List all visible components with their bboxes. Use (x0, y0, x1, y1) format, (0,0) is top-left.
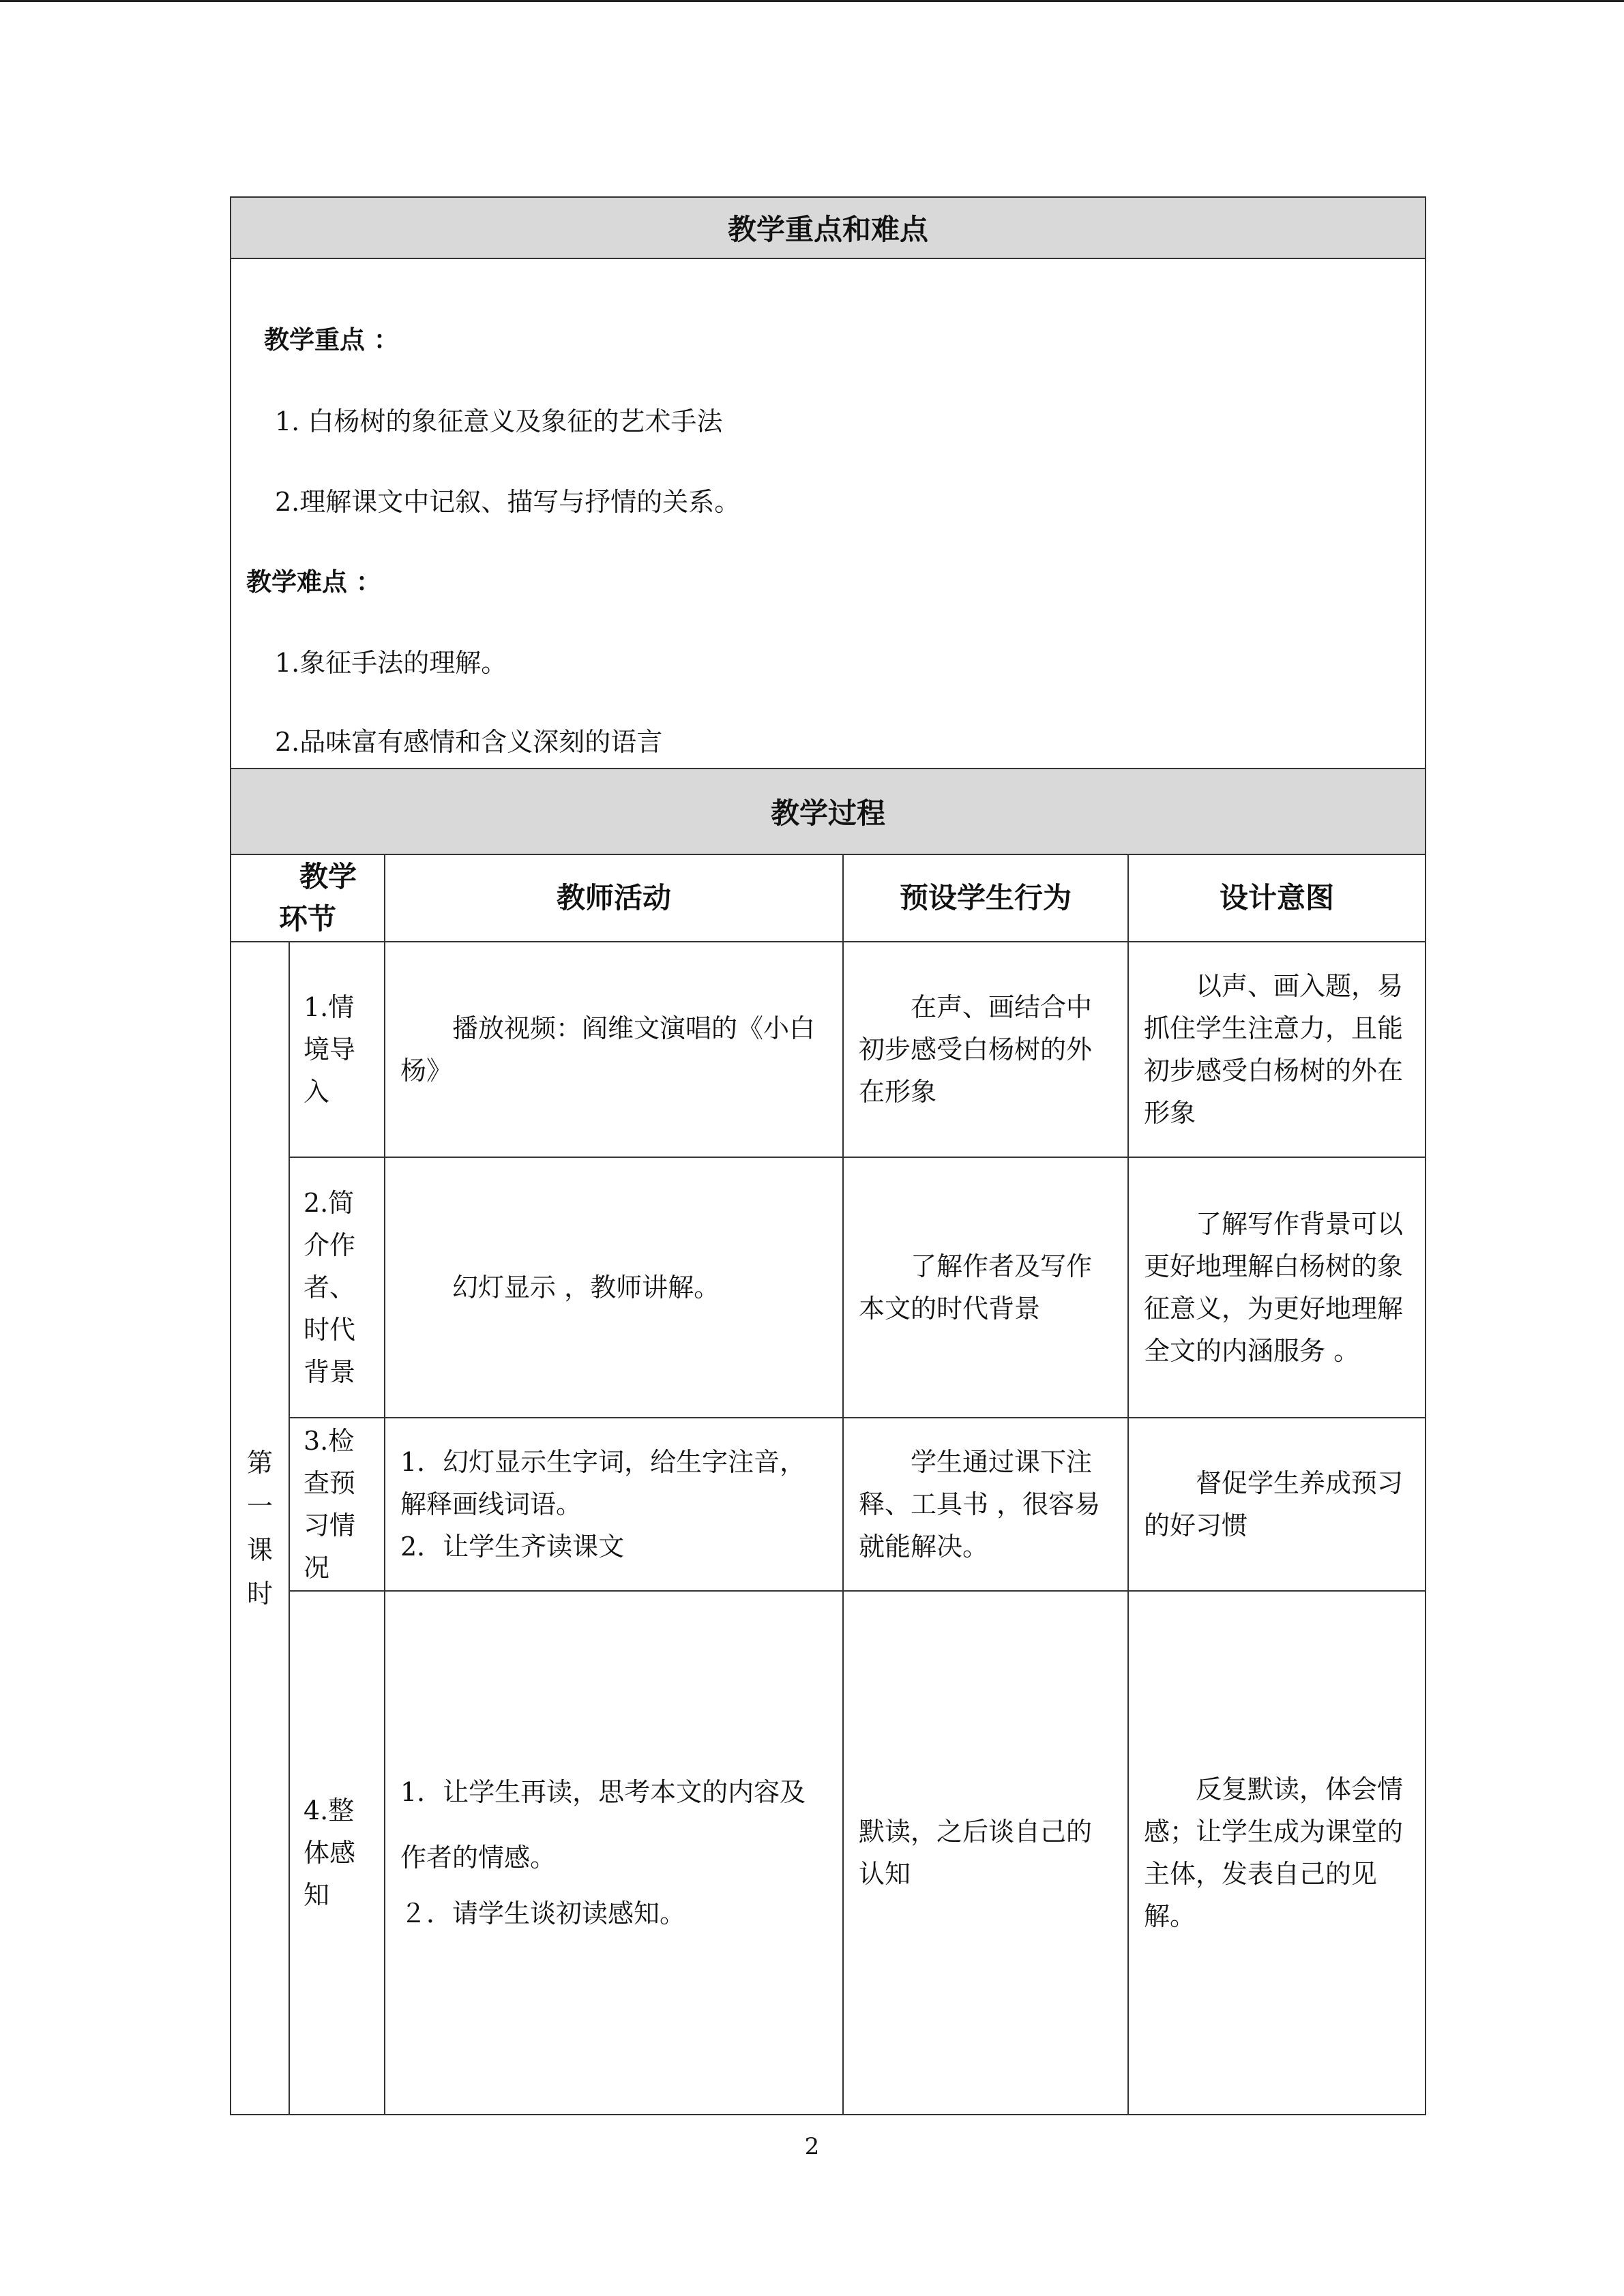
session-char: 课 (246, 1535, 273, 1565)
teacher-activity-cell (385, 1418, 843, 1591)
teacher-activity-line: 1．让学生再读，思考本文的内容及作者的情感。 (400, 1777, 806, 1873)
process-section-heading: 教学过程 (231, 769, 1426, 854)
key-points-label: 教学重点 ： (264, 325, 399, 355)
difficulty-label: 教学难点 ： (246, 567, 381, 597)
teacher-activity-cell (385, 1591, 843, 2115)
session-char: 时 (246, 1579, 273, 1609)
focus-section-heading: 教学重点和难点 (231, 197, 1426, 258)
column-header-student: 预设学生行为 (843, 854, 1128, 942)
student-behavior-cell: 在声、画结合中初步感受白杨树的外在形象 (843, 942, 1128, 1157)
session-label-cell (231, 942, 289, 2115)
key-point-item: 2.理解课文中记叙、描写与抒情的关系。 (275, 487, 741, 517)
column-header-stage-line1: 教学 (299, 860, 357, 893)
table-row (231, 942, 1426, 1157)
table-row (231, 1591, 1426, 2115)
stage-cell: 2.简介作者、时代背景 (289, 1157, 385, 1418)
student-behavior-cell: 学生通过课下注释、工具书 ，很容易就能解决。 (843, 1418, 1128, 1591)
page-number: 2 (804, 2133, 820, 2160)
column-header-stage (231, 854, 385, 942)
page-top-border (0, 0, 1624, 2)
design-intent-cell: 反复默读，体会情感；让学生成为课堂的主体，发表自己的见解。 (1128, 1591, 1426, 2115)
session-char: 第 (246, 1448, 273, 1478)
stage-cell: 1.情境导入 (289, 942, 385, 1157)
focus-section-body (231, 258, 1426, 769)
teacher-activity-line: 1．幻灯显示生字词，给生字注音，解释画线词语。 (400, 1447, 806, 1519)
table-row (231, 1157, 1426, 1418)
teacher-activity-line: ２．请学生谈初读感知。 (400, 1898, 686, 1928)
table-row (231, 1418, 1426, 1591)
student-behavior-cell: 了解作者及写作本文的时代背景 (843, 1157, 1128, 1418)
lesson-plan-table (230, 196, 1426, 2115)
column-header-teacher: 教师活动 (385, 854, 843, 942)
teacher-activity-cell: 播放视频：阎维文演唱的《小白杨》 (385, 942, 843, 1157)
stage-cell: 4.整体感知 (289, 1591, 385, 2115)
column-header-intent: 设计意图 (1128, 854, 1426, 942)
session-char: 一 (246, 1491, 273, 1521)
teacher-activity-cell: 幻灯显示 ，教师讲解。 (385, 1157, 843, 1418)
design-intent-cell: 了解写作背景可以更好地理解白杨树的象征意义，为更好地理解全文的内涵服务 。 (1128, 1157, 1426, 1418)
difficulty-item: 1.象征手法的理解。 (275, 648, 507, 678)
design-intent-cell: 督促学生养成预习的好习惯 (1128, 1418, 1426, 1591)
design-intent-cell: 以声、画入题，易抓住学生注意力，且能初步感受白杨树的外在形象 (1128, 942, 1426, 1157)
difficulty-item: 2.品味富有感情和含义深刻的语言 (275, 727, 663, 757)
teacher-activity-line: 2．让学生齐读课文 (400, 1532, 625, 1562)
student-behavior-cell: 默读，之后谈自己的认知 (843, 1591, 1128, 2115)
column-header-stage-line2: 环节 (278, 902, 336, 936)
stage-cell: 3.检查预习情况 (289, 1418, 385, 1591)
key-point-item: 1. 白杨树的象征意义及象征的艺术手法 (275, 406, 723, 436)
